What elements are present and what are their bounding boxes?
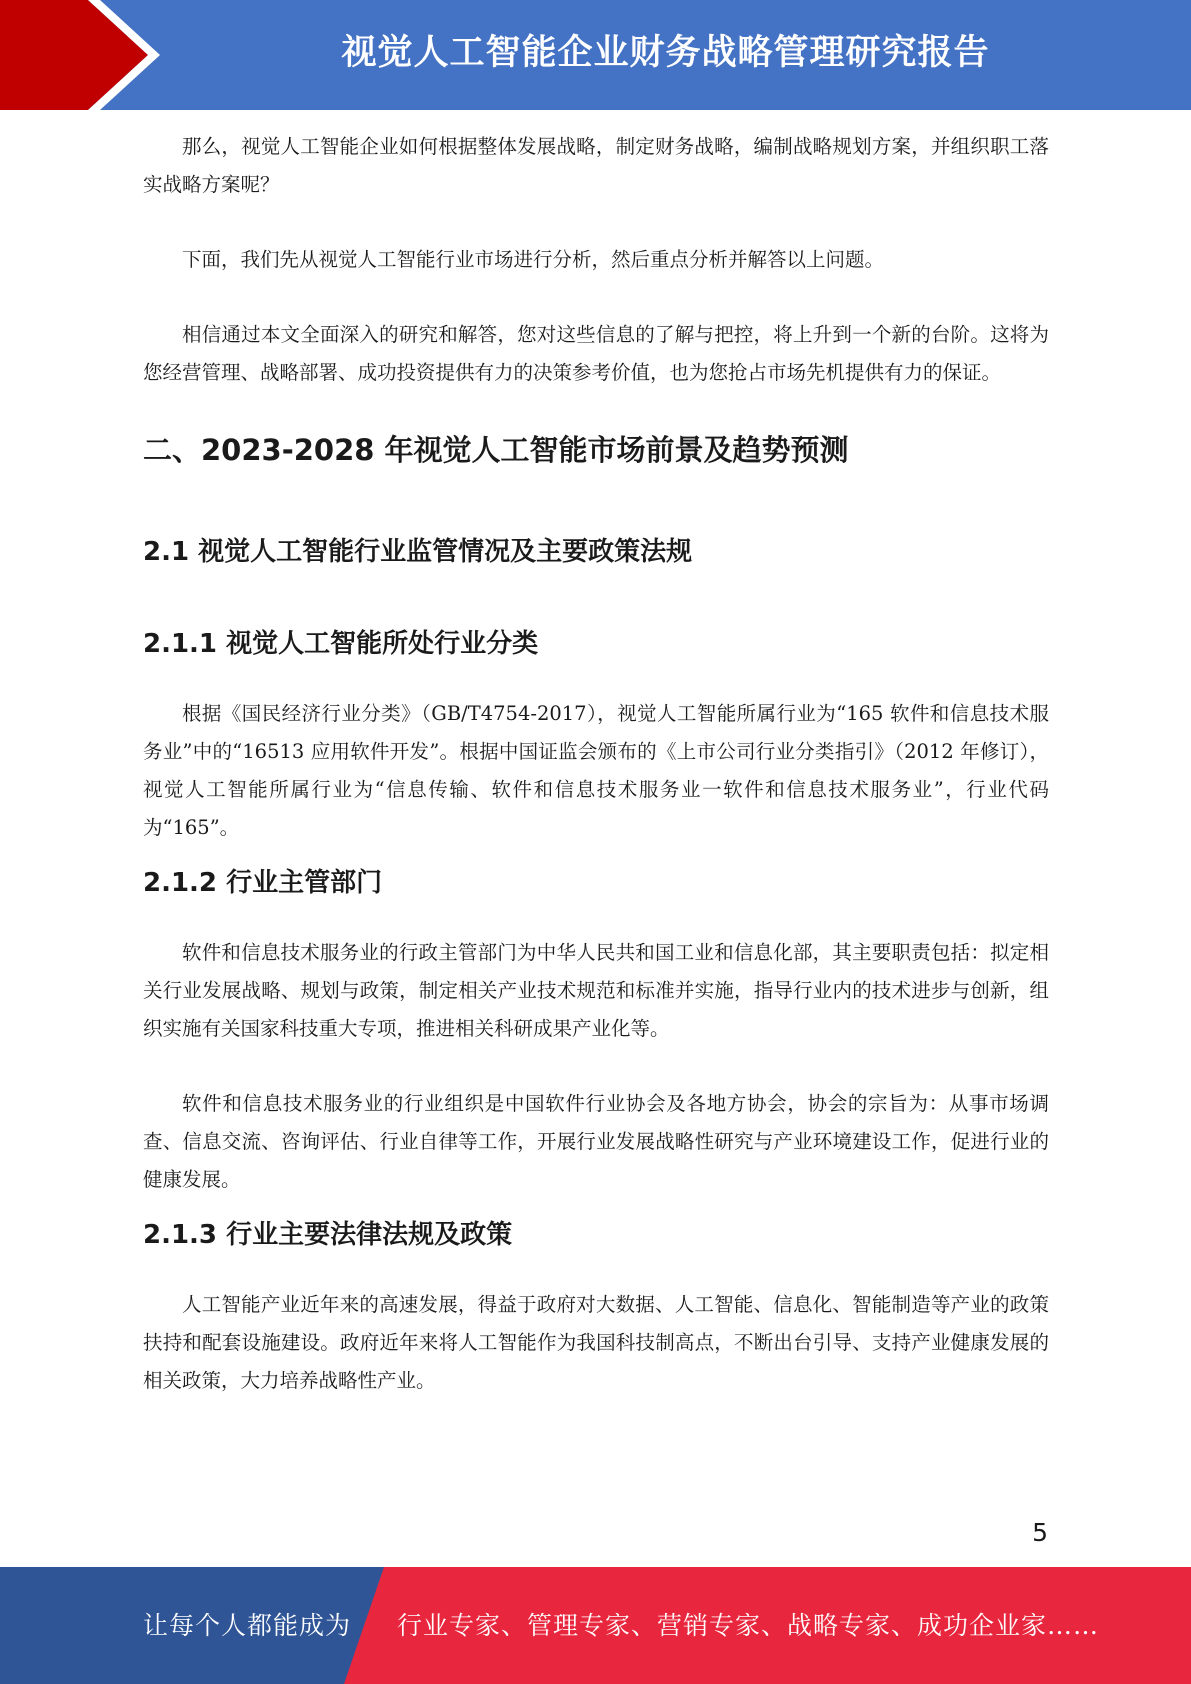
page-content	[143, 128, 1049, 1437]
section-2-1-1-paragraph: 根据《国民经济行业分类》（GB/T4754-2017），视觉人工智能所属行业为“165 软件和信息技术服务业”中的“16513 应用软件开发”。根据中国证监会颁布的《上市公司行业分类指引》（2012 年修订），视觉人工智能所属行业为“信息传输、软件和信息技术服务业一软件和信息技术服务业”，行业代码为“165”。	[143, 702, 1049, 839]
section-2-1-heading: 2.1 视觉人工智能行业监管情况及主要政策法规	[143, 537, 693, 567]
section-2-1-2-heading: 2.1.2 行业主管部门	[143, 868, 383, 898]
header-banner	[0, 0, 1191, 110]
section-2-heading: 二、2023-2028 年视觉人工智能市场前景及趋势预测	[143, 433, 849, 467]
report-title: 视觉人工智能企业财务战略管理研究报告	[341, 33, 990, 73]
red-chevron-decoration	[0, 0, 160, 110]
section-2-1-3-paragraph: 人工智能产业近年来的高速发展，得益于政府对大数据、人工智能、信息化、智能制造等产业的政策扶持和配套设施建设。政府近年来将人工智能作为我国科技制高点，不断出台引导、支持产业健康发展的相关政策，大力培养战略性产业。	[143, 1293, 1049, 1392]
intro-paragraph-2: 下面，我们先从视觉人工智能行业市场进行分析，然后重点分析并解答以上问题。	[182, 248, 885, 271]
footer-banner	[0, 1567, 1191, 1684]
intro-paragraph-1: 那么，视觉人工智能企业如何根据整体发展战略，制定财务战略，编制战略规划方案，并组织职工落实战略方案呢？	[143, 135, 1049, 196]
footer-slogan-left: 让每个人都能成为	[143, 1611, 352, 1640]
page-number: 5	[1032, 1518, 1048, 1547]
section-2-1-2-paragraph-1: 软件和信息技术服务业的行政主管部门为中华人民共和国工业和信息化部，其主要职责包括：拟定相关行业发展战略、规划与政策，制定相关产业技术规范和标准并实施，指导行业内的技术进步与创新，组织实施有关国家科技重大专项，推进相关科研成果产业化等。	[143, 941, 1049, 1040]
intro-paragraph-3: 相信通过本文全面深入的研究和解答，您对这些信息的了解与把控，将上升到一个新的台阶。这将为您经营管理、战略部署、成功投资提供有力的决策参考价值，也为您抢占市场先机提供有力的保证。	[143, 323, 1049, 384]
section-2-1-2-paragraph-2: 软件和信息技术服务业的行业组织是中国软件行业协会及各地方协会，协会的宗旨为：从事市场调查、信息交流、咨询评估、行业自律等工作，开展行业发展战略性研究与产业环境建设工作，促进行业的健康发展。	[143, 1092, 1049, 1191]
section-2-1-1-heading: 2.1.1 视觉人工智能所处行业分类	[143, 629, 539, 659]
footer-slogan-right: 行业专家、管理专家、营销专家、战略专家、成功企业家……	[397, 1611, 1100, 1640]
section-2-1-3-heading: 2.1.3 行业主要法律法规及政策	[143, 1220, 513, 1250]
